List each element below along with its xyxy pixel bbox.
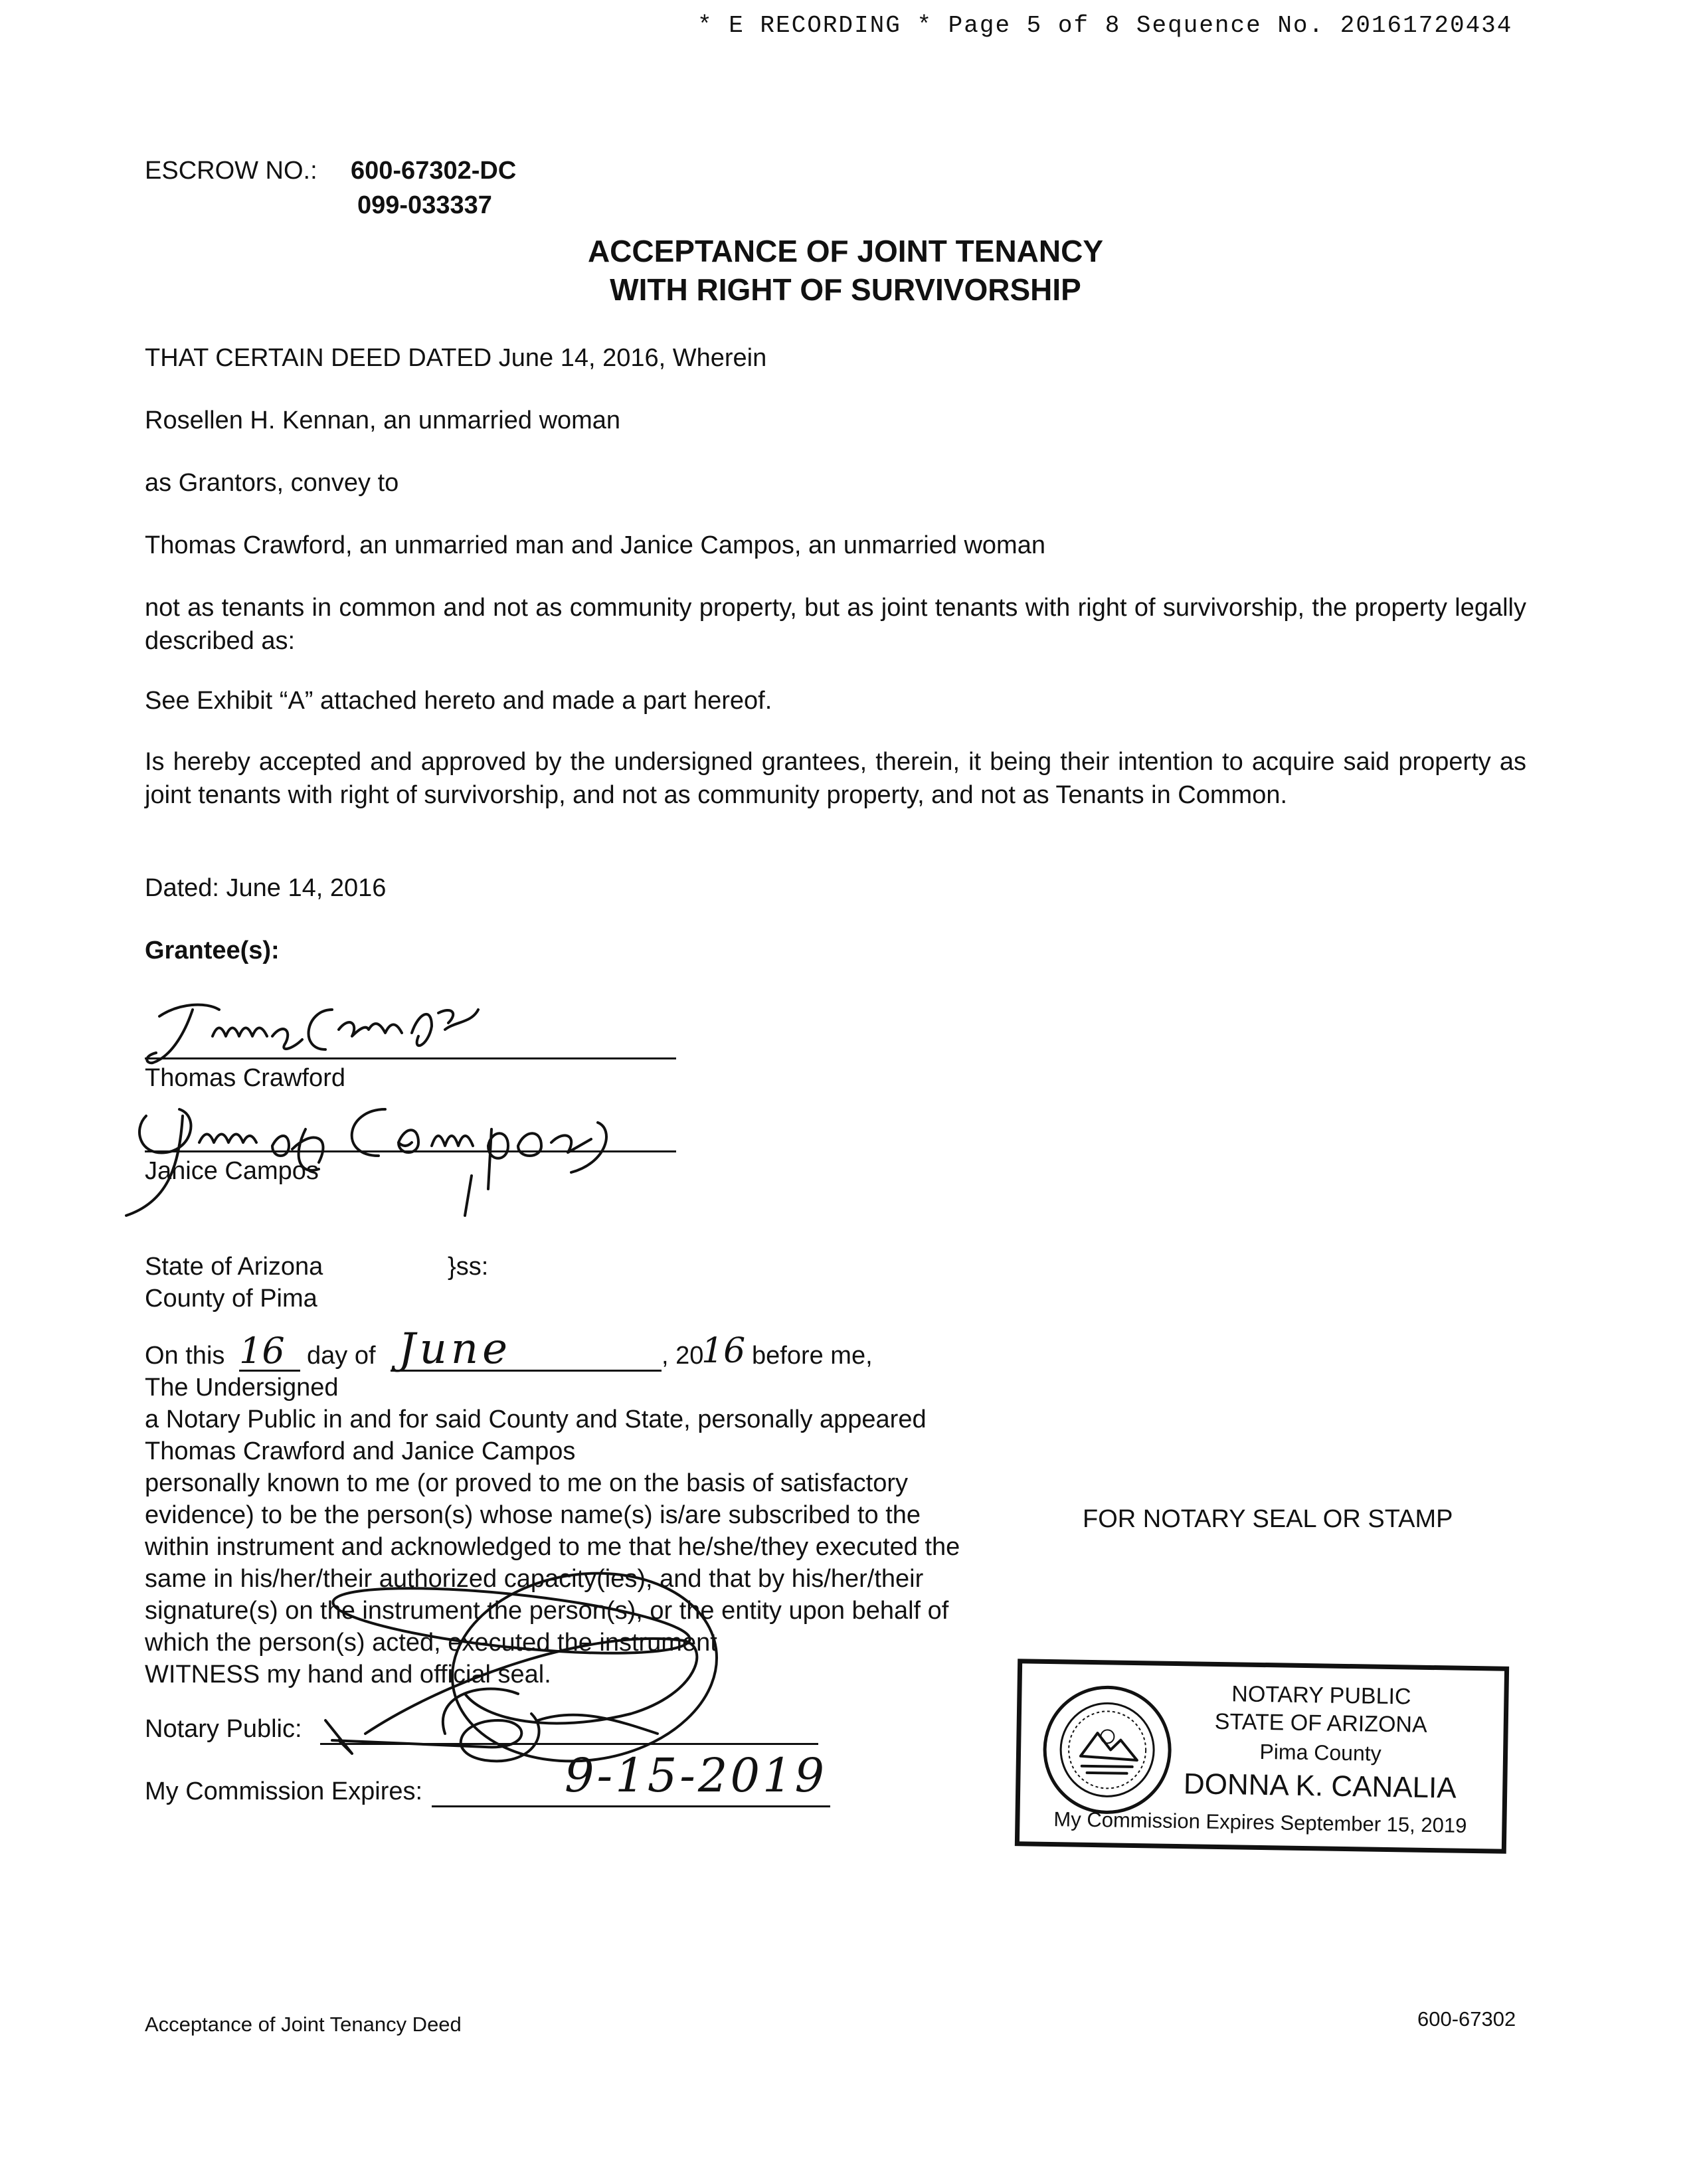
stamp-line-2: STATE OF ARIZONA [1214, 1708, 1428, 1738]
seal-placeholder-label: FOR NOTARY SEAL OR STAMP [1083, 1505, 1453, 1533]
on-this-label: On this [145, 1342, 225, 1370]
as-grantors-line: as Grantors, convey to [145, 469, 399, 497]
undersigned-line: The Undersigned [145, 1374, 339, 1402]
tenancy-paragraph: not as tenants in common and not as community property, but as joint tenants with right of survivorship, the property legally described as: [145, 594, 1526, 655]
notary-stamp [1015, 1659, 1509, 1854]
ack-line-4: evidence) to be the person(s) whose name(s) is/are subscribed to the [145, 1501, 921, 1529]
handwritten-day: 16 [239, 1330, 285, 1372]
signer-name-1: Thomas Crawford [145, 1064, 345, 1092]
commission-expires-label: My Commission Expires: [145, 1777, 423, 1805]
signer-name-2: Janice Campos [145, 1157, 319, 1185]
document-title-line-1: ACCEPTANCE OF JOINT TENANCY [587, 234, 1104, 268]
handwritten-year: 16 [701, 1331, 746, 1371]
ack-line-7: signature(s) on the instrument the person(s), or the entity upon behalf of [145, 1597, 949, 1625]
escrow-number: 600-67302-DC [351, 157, 517, 185]
ack-line-3: personally known to me (or proved to me on the basis of satisfactory [145, 1469, 908, 1497]
stamp-expiration: My Commission Expires September 15, 2019 [1053, 1807, 1467, 1837]
commission-expires-line [432, 1805, 830, 1807]
year-prefix: , 20 [662, 1342, 704, 1370]
footer-right: 600-67302 [1417, 2007, 1516, 2031]
stamp-line-3: Pima County [1259, 1739, 1381, 1766]
ack-line-6: same in his/her/their authorized capacity(ies), and that by his/her/their [145, 1565, 924, 1593]
before-me-label: before me, [752, 1342, 873, 1370]
acceptance-paragraph: Is hereby accepted and approved by the undersigned grantees, therein, it being their intention to acquire said property as joint tenants with right of survivorship, and not as community property, and not as Tenants in Common. [145, 748, 1526, 809]
ack-line-2: Thomas Crawford and Janice Campos [145, 1437, 576, 1465]
venue-ss: }ss: [448, 1253, 489, 1281]
arizona-seal-icon [1040, 1683, 1175, 1817]
escrow-label: ESCROW NO.: [145, 157, 317, 185]
handwritten-month: June [399, 1324, 511, 1374]
grantees-line: Thomas Crawford, an unmarried man and Janice Campos, an unmarried woman [145, 531, 1045, 559]
ack-line-1: a Notary Public in and for said County and State, personally appeared [145, 1406, 927, 1433]
signature-line-1 [145, 1057, 676, 1059]
notary-public-label: Notary Public: [145, 1715, 302, 1743]
ack-line-5: within instrument and acknowledged to me that he/she/they executed the [145, 1533, 960, 1561]
stamp-line-1: NOTARY PUBLIC [1231, 1681, 1411, 1710]
handwritten-expiration: 9-15-2019 [565, 1748, 828, 1803]
day-of-label: day of [307, 1342, 376, 1370]
grantor-line: Rosellen H. Kennan, an unmarried woman [145, 407, 621, 434]
recording-header: * E RECORDING * Page 5 of 8 Sequence No. 20161720434 [697, 12, 1513, 39]
ack-line-8: which the person(s) acted, executed the instrument [145, 1629, 717, 1657]
dated-line: Dated: June 14, 2016 [145, 874, 387, 902]
venue-county: County of Pima [145, 1285, 317, 1313]
stamp-notary-name: DONNA K. CANALIA [1183, 1768, 1457, 1805]
grantees-heading: Grantee(s): [145, 937, 280, 964]
footer-left: Acceptance of Joint Tenancy Deed [145, 2013, 462, 2036]
deed-date-line: THAT CERTAIN DEED DATED June 14, 2016, Wherein [145, 344, 767, 372]
ack-line-9: WITNESS my hand and official seal. [145, 1661, 551, 1688]
exhibit-line: See Exhibit “A” attached hereto and made a part hereof. [145, 687, 772, 715]
venue-state: State of Arizona [145, 1253, 323, 1281]
signature-line-2 [145, 1150, 676, 1152]
escrow-number-2: 099-033337 [357, 191, 492, 219]
document-title-line-2: WITH RIGHT OF SURVIVORSHIP [610, 272, 1081, 307]
